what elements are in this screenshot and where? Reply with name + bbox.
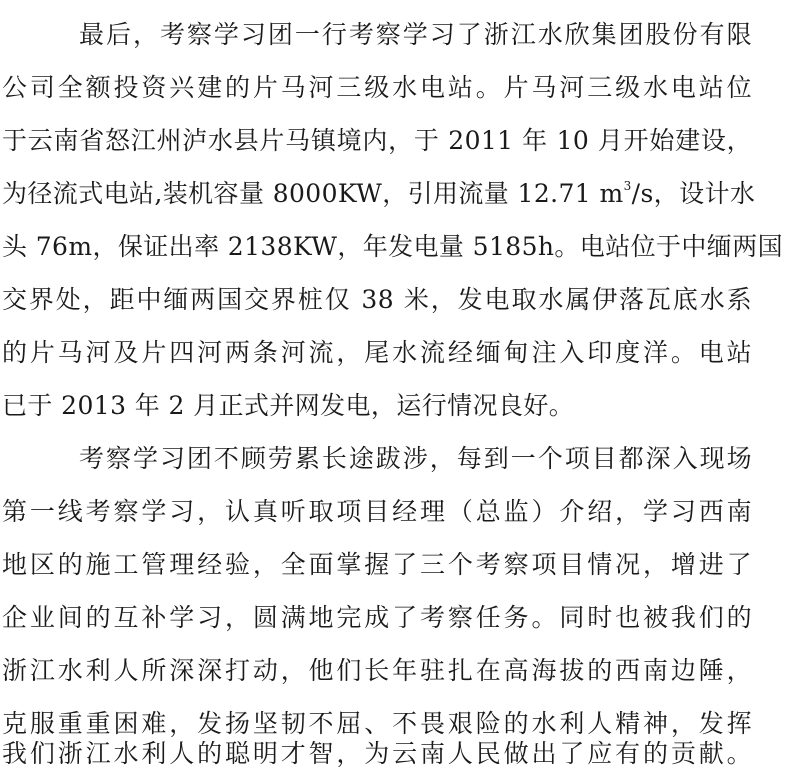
paragraph-2-line-7: 我们浙江水利人的聪明才智，为云南人民做出了应有的贡献。 bbox=[2, 739, 752, 768]
paragraph-1-line-6: 交界处，距中缅两国交界桩仅 38 米，发电取水属伊落瓦底水系 bbox=[2, 285, 752, 314]
paragraph-1-line-8: 已于 2013 年 2 月正式并网发电，运行情况良好。 bbox=[2, 391, 575, 420]
paragraph-1-line-7: 的片马河及片四河两条河流，尾水流经缅甸注入印度洋。电站 bbox=[2, 338, 752, 367]
paragraph-2-line-2: 第一线考察学习，认真听取项目经理（总监）介绍，学习西南 bbox=[2, 497, 752, 526]
cubic-superscript: 3 bbox=[623, 179, 632, 193]
paragraph-1-line-3: 于云南省怒江州泸水县片马镇境内，于 2011 年 10 月开始建设， bbox=[2, 126, 752, 155]
flow-rate-tail: /s，设计水 bbox=[631, 179, 756, 208]
paragraph-1-line-5: 头 76m，保证出率 2138KW，年发电量 5185h。电站位于中缅两国 bbox=[2, 232, 783, 261]
paragraph-2-line-4: 企业间的互补学习，圆满地完成了考察任务。同时也被我们的 bbox=[2, 603, 752, 632]
paragraph-2-line-5: 浙江水利人所深深打动，他们长年驻扎在高海拔的西南边陲， bbox=[2, 656, 752, 685]
paragraph-1-line-2: 公司全额投资兴建的片马河三级水电站。片马河三级水电站位 bbox=[2, 73, 752, 102]
paragraph-1-line-4 bbox=[2, 167, 756, 221]
paragraph-2-line-6: 克服重重困难，发扬坚韧不屈、不畏艰险的水利人精神，发挥 bbox=[2, 709, 752, 738]
paragraph-1-line-1: 最后，考察学习团一行考察学习了浙江水欣集团股份有限 bbox=[79, 20, 752, 49]
paragraph-2-line-3: 地区的施工管理经验，全面掌握了三个考察项目情况，增进了 bbox=[2, 550, 752, 579]
flow-rate-text: 为径流式电站,装机容量 8000KW，引用流量 12.71 m bbox=[2, 179, 624, 208]
paragraph-2-line-1: 考察学习团不顾劳累长途跋涉，每到一个项目都深入现场 bbox=[79, 444, 752, 473]
